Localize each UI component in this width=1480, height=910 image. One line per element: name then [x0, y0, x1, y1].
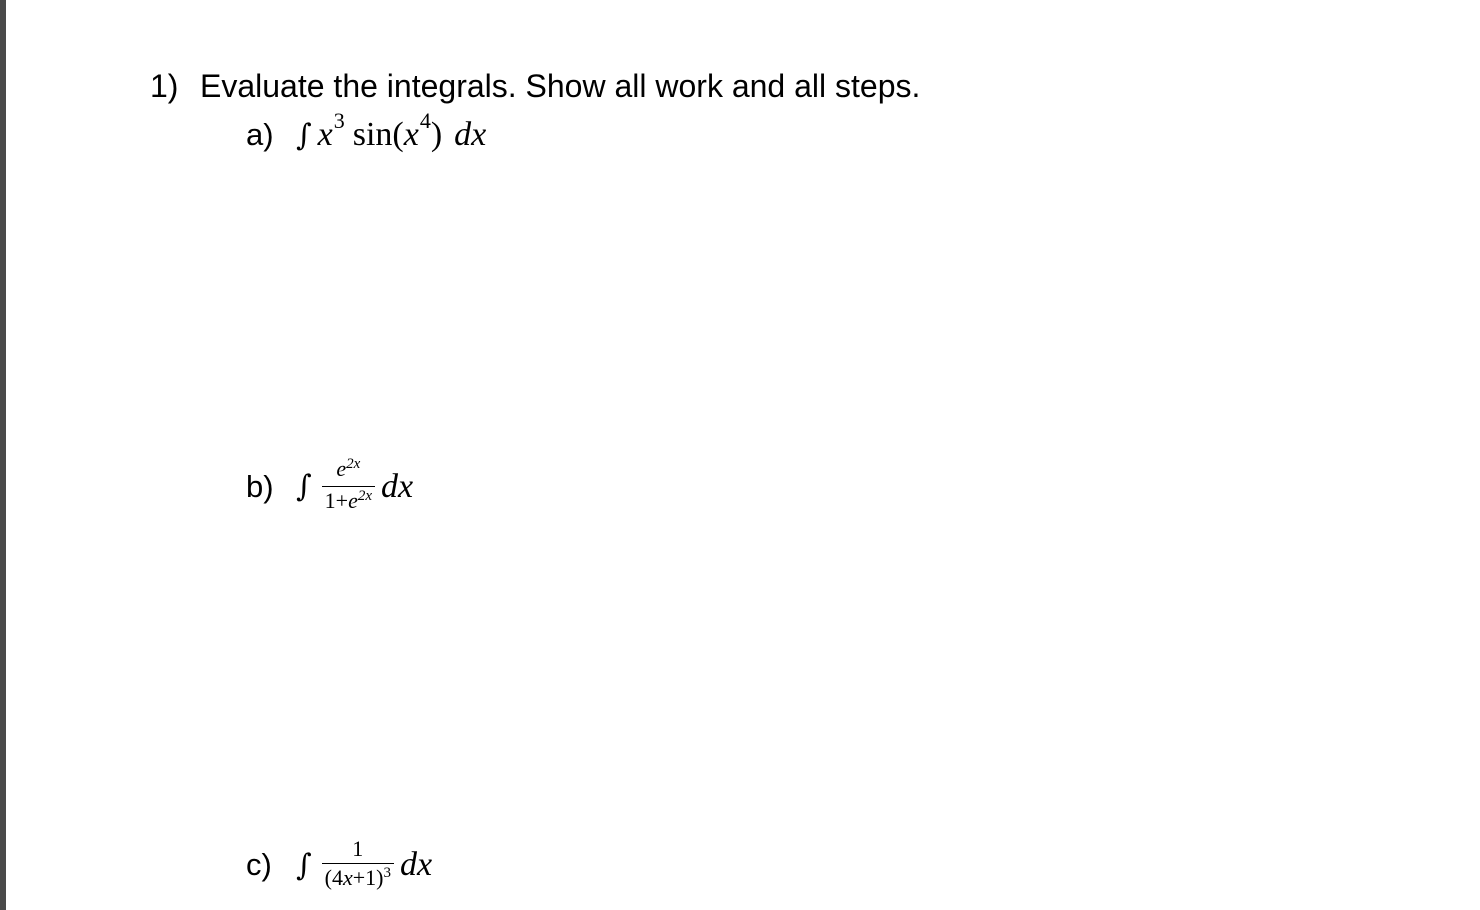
part-a	[246, 108, 487, 154]
part-b-differential: dx	[381, 467, 414, 505]
part-a-close-paren: )	[430, 116, 443, 153]
part-c-differential: dx	[399, 846, 433, 883]
part-a-inner-x: x	[403, 116, 419, 153]
integral-sign: ∫	[296, 847, 312, 883]
part-c-expression	[296, 836, 432, 894]
fraction-bar	[322, 863, 394, 864]
part-c-numerator: 1	[352, 836, 364, 861]
part-a-exponent-3: 3	[333, 108, 345, 133]
part-b-numerator: $e^{2x}$	[336, 456, 361, 481]
part-c-fraction	[322, 836, 394, 894]
question-heading	[150, 68, 920, 105]
part-a-differential: dx	[454, 116, 487, 153]
integral-sign: ∫	[296, 117, 312, 153]
part-a-sin-function: sin(	[352, 116, 404, 153]
part-c-label: c)	[246, 847, 272, 882]
part-a-label: a)	[246, 117, 274, 152]
fraction-bar	[322, 486, 375, 487]
part-b-fraction	[322, 456, 375, 517]
question-number: 1)	[150, 68, 179, 104]
part-b	[246, 456, 413, 517]
integral-sign: ∫	[296, 469, 312, 504]
part-c	[246, 836, 432, 894]
part-a-exponent-4: 4	[419, 108, 431, 133]
part-b-denominator: $1+e^{2x}$	[324, 488, 372, 513]
part-a-expression	[296, 108, 487, 154]
part-b-label: b)	[246, 468, 274, 504]
part-a-base-x: x	[317, 116, 333, 153]
part-b-expression	[296, 456, 413, 517]
part-c-denominator: $(4x+1)^3$	[324, 865, 391, 890]
question-instruction: Evaluate the integrals. Show all work and all steps.	[200, 68, 921, 104]
document-page	[6, 0, 1480, 910]
